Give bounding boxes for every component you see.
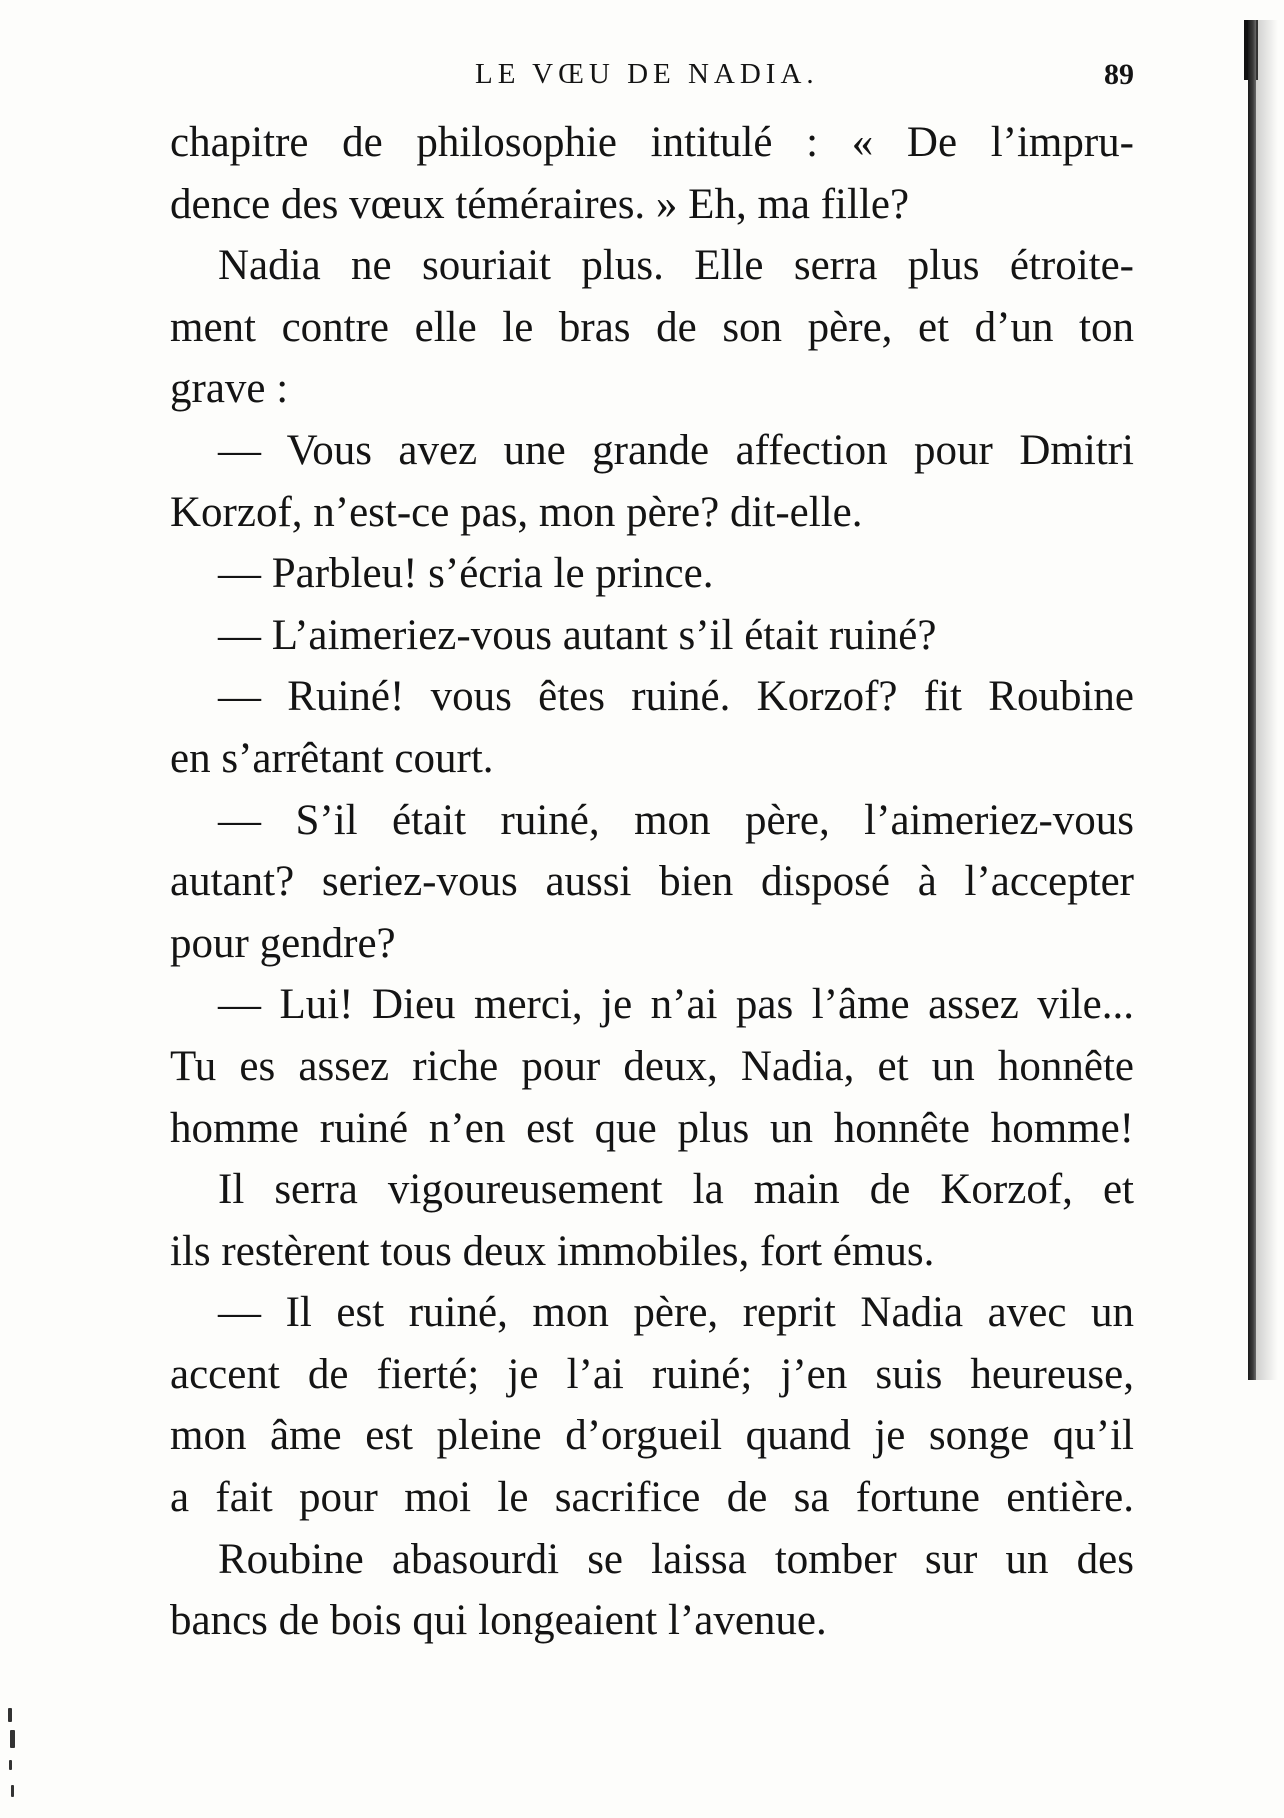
text-line: grave : [170,365,289,413]
text-line: Tu es assez riche pour deux, Nadia, et un honnête [170,1042,1134,1090]
scan-speck [8,1708,12,1722]
text-line: en s’arrêtant court. [170,734,494,782]
text-line: ment contre elle le bras de son père, et d’un ton [170,303,1134,351]
text-line: chapitre de philosophie intitulé : « De l’impru- [170,119,1134,166]
text-line: — Ruiné! vous êtes ruiné. Korzof? fit Roubine [218,673,1134,721]
text-line: Nadia ne souriait plus. Elle serra plus étroite- [218,242,1134,290]
text-line: dence des vœux téméraires. » Eh, ma fille? [170,180,910,228]
text-line: — Vous avez une grande affection pour Dmitri [218,426,1134,474]
page-number: 89 [1104,58,1134,91]
text-line: Korzof, n’est-ce pas, mon père? dit-elle. [170,488,863,536]
scan-speck [11,1785,14,1797]
text-line: Roubine abasourdi se laissa tomber sur un des [218,1535,1134,1583]
text-line: homme ruiné n’en est que plus un honnête homme! [170,1104,1134,1152]
spine-gutter-shadow [1256,20,1278,1380]
body-text [170,112,1134,1652]
text-line: autant? seriez-vous aussi bien disposé à l’accepter [170,858,1134,906]
scan-speck [10,1730,15,1748]
text-line: pour gendre? [170,919,396,967]
book-spine-edge [1248,20,1256,1380]
scan-speck [9,1760,12,1770]
text-line: — S’il était ruiné, mon père, l’aimeriez-vous [218,796,1134,844]
running-title: LE VŒU DE NADIA. [475,58,819,90]
text-line: a fait pour moi le sacrifice de sa fortune entière. [170,1474,1134,1522]
text-line: — Il est ruiné, mon père, reprit Nadia avec un [218,1289,1134,1337]
text-line: — Parbleu! s’écria le prince. [218,550,714,598]
text-line: mon âme est pleine d’orgueil quand je songe qu’il [170,1412,1134,1460]
text-line: ils restèrent tous deux immobiles, fort émus. [170,1227,935,1275]
text-line: bancs de bois qui longeaient l’avenue. [170,1597,827,1645]
scan-specks [0,1700,60,1818]
text-line: accent de fierté; je l’ai ruiné; j’en suis heureuse, [170,1350,1134,1398]
page-header [170,58,1134,98]
text-line: Il serra vigoureusement la main de Korzof, et [218,1166,1134,1214]
text-line: — L’aimeriez-vous autant s’il était ruiné? [218,611,937,659]
text-line: — Lui! Dieu merci, je n’ai pas l’âme assez vile... [218,981,1134,1029]
